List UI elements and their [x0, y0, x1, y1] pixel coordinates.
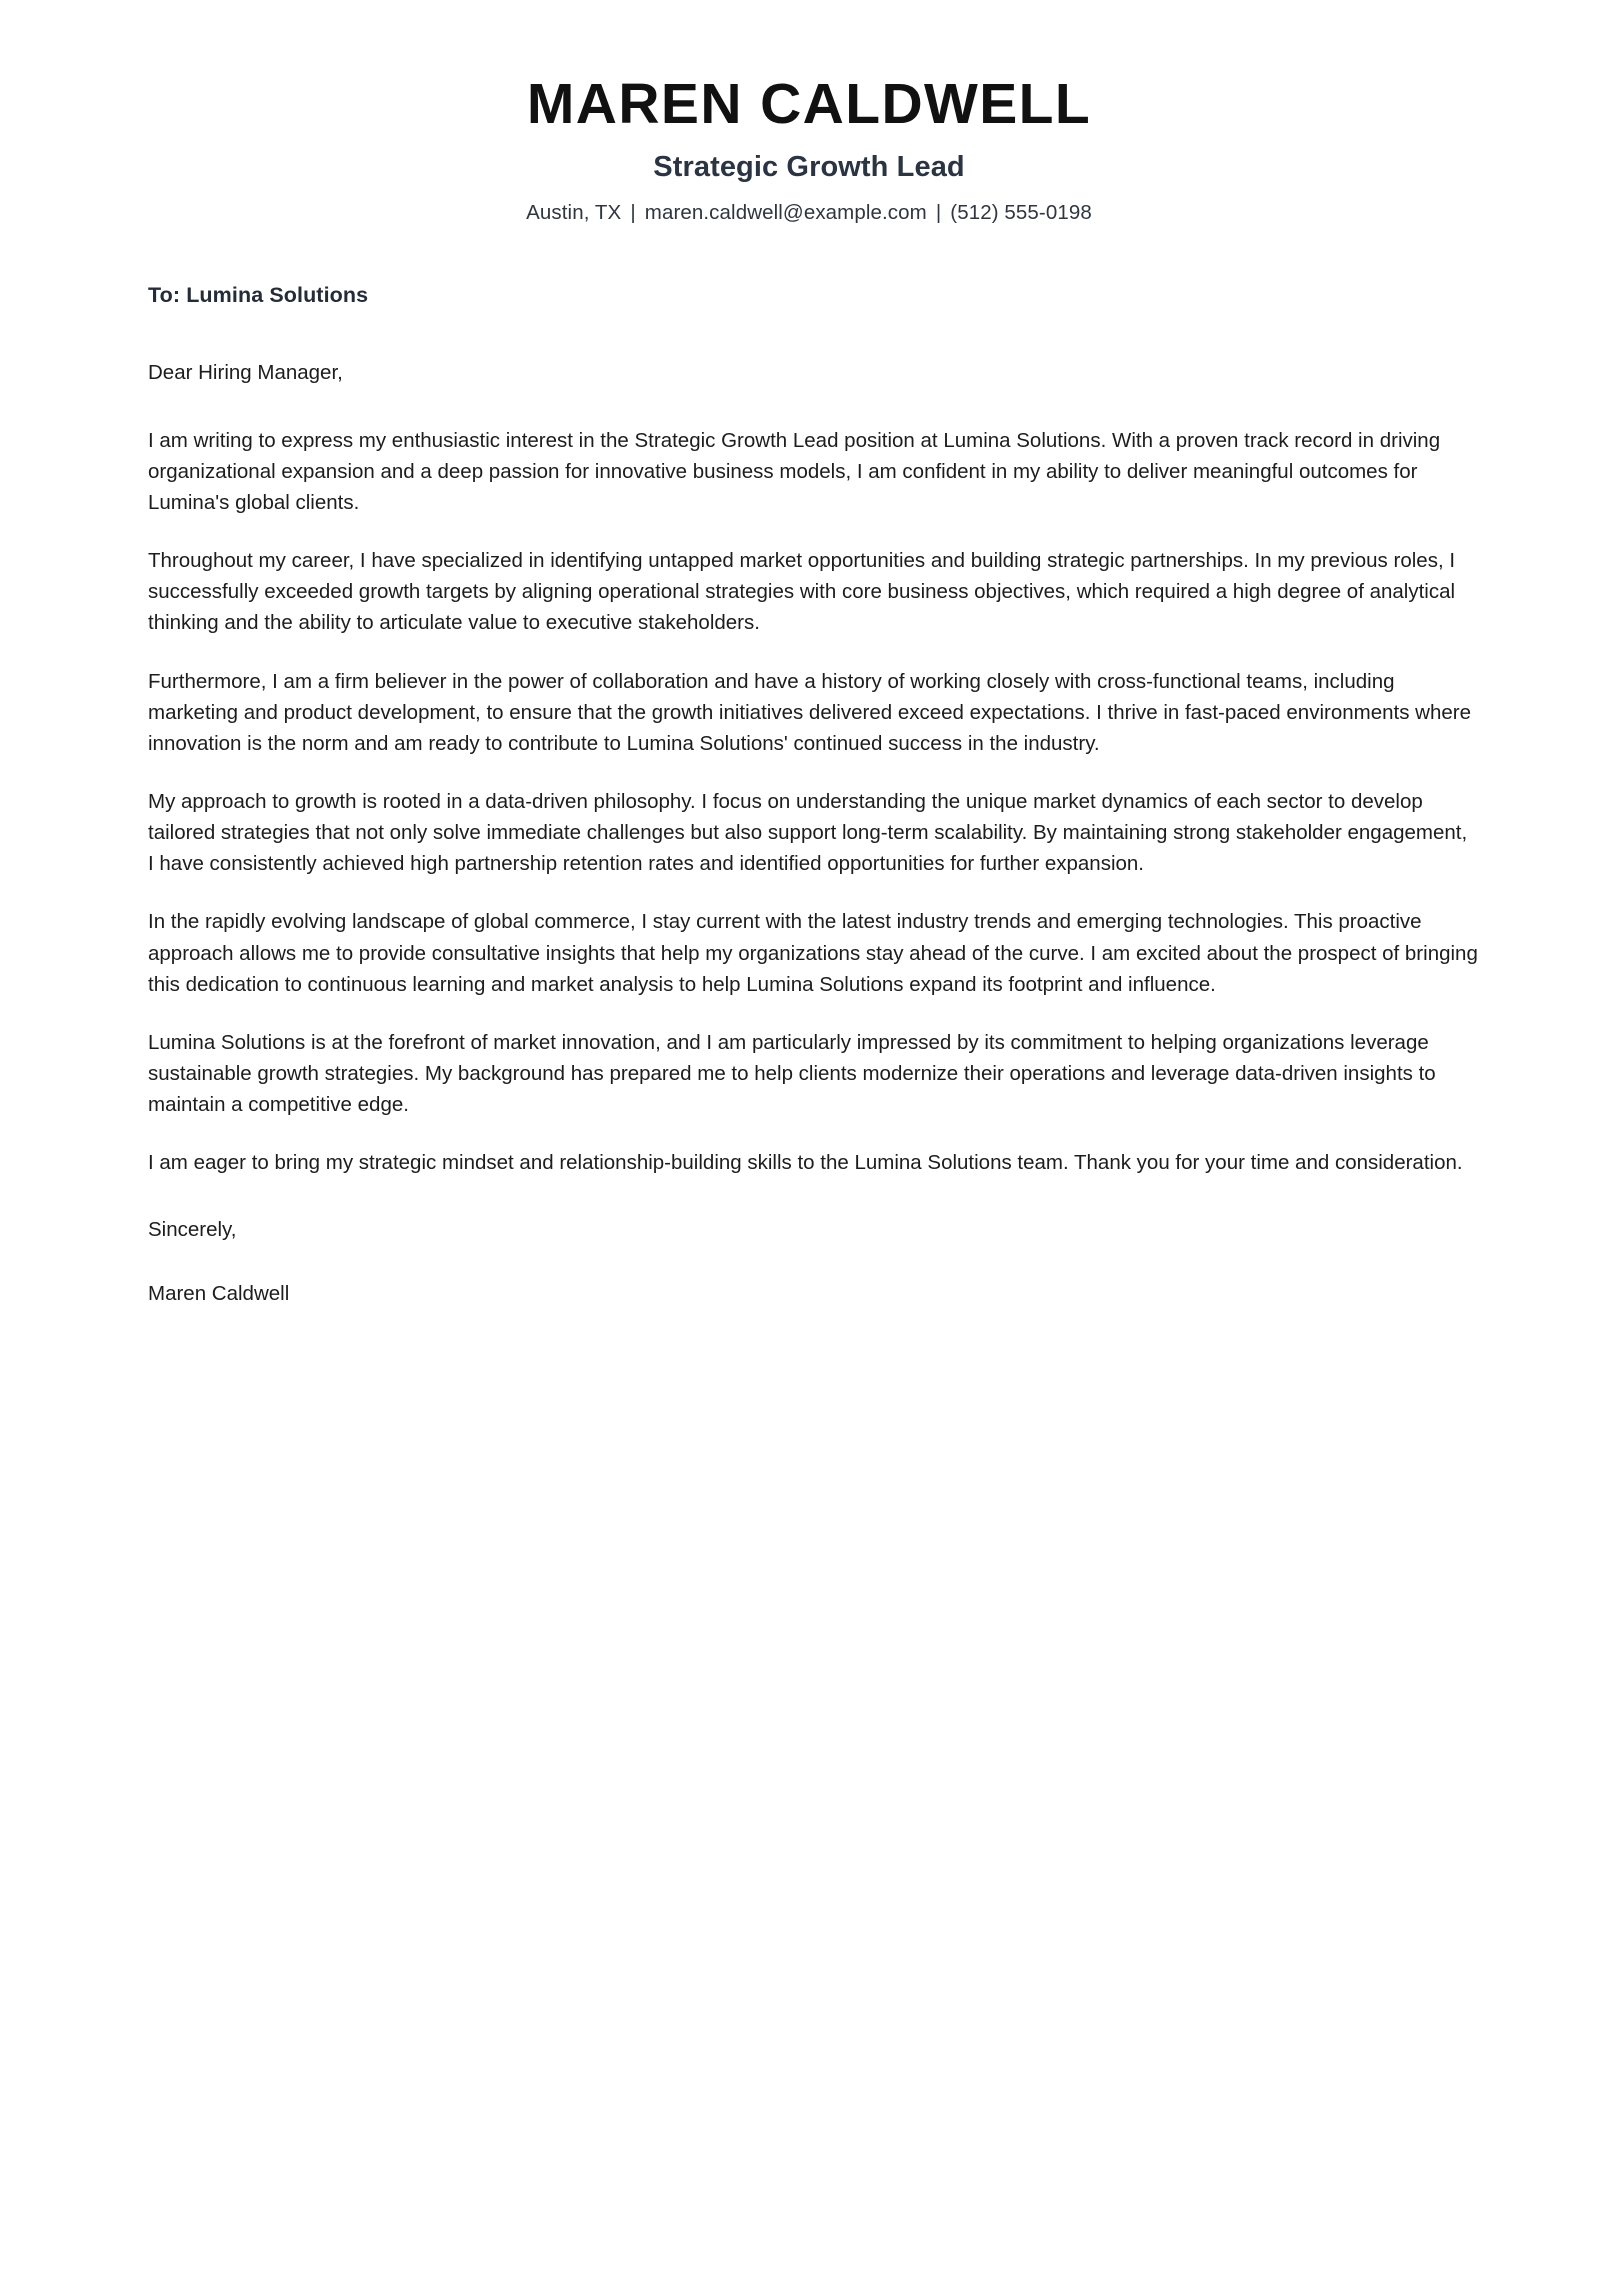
recipient-line: To: Lumina Solutions	[148, 282, 369, 307]
letter-paragraph: Furthermore, I am a firm believer in the power of collaboration and have a history of working closely with cross-functional teams, including marketing and product development, to ensure that the growth initiatives delivered exceed expectations. I thrive in fast-paced environments where innovation is the norm and am ready to contribute to Lumina Solutions' continued success in the industry.	[148, 669, 1471, 755]
letter-paragraph: Lumina Solutions is at the forefront of market innovation, and I am particularly impressed by its commitment to helping organizations leverage sustainable growth strategies. My background has prepared me to help clients modernize their operations and leverage data-driven insights to maintain a competitive edge.	[148, 1030, 1436, 1117]
job-title: Strategic Growth Lead	[653, 151, 965, 184]
contact-separator-2: |	[935, 201, 942, 225]
letter-paragraph: I am writing to express my enthusiastic interest in the Strategic Growth Lead position at Lumina Solutions. With a proven track record in driving organizational expansion and a deep passion for innovative business models, I am confident in my ability to deliver meaningful outcomes for Lumina's global clients.	[148, 428, 1441, 514]
letter-body	[72, 227, 1546, 1310]
letter-paragraph: I am eager to bring my strategic mindset and relationship-building skills to the Lumina Solutions team. Thank you for your time and consideration.	[148, 1151, 1463, 1175]
closing-line: Sincerely,	[148, 1217, 237, 1241]
contact-line	[0, 200, 1618, 227]
page-title: MAREN CALDWELL	[526, 72, 1092, 136]
letter-paragraph: In the rapidly evolving landscape of global commerce, I stay current with the latest industry trends and emerging technologies. This proactive approach allows me to provide consultative insights that help my organizations stay ahead of the curve. I am excited about the prospect of bringing this dedication to continuous learning and market analysis to help Lumina Solutions expand its footprint and influence.	[148, 910, 1478, 996]
letter-paragraph: My approach to growth is rooted in a data-driven philosophy. I focus on understanding the unique market dynamics of each sector to develop tailored strategies that not only solve immediate challenges but also support long-term scalability. By maintaining strong stakeholder engagement, I have consistently achieved high partnership retention rates and identified opportunities for further expansion.	[148, 790, 1468, 876]
contact-location: Austin, TX	[526, 201, 622, 225]
contact-separator-1: |	[630, 201, 636, 225]
contact-phone[interactable]: (512) 555-0198	[950, 201, 1092, 225]
letter-header	[0, 0, 1618, 227]
signature-name: Maren Caldwell	[148, 1282, 290, 1306]
contact-email[interactable]: maren.caldwell@example.com	[644, 201, 927, 225]
salutation: Dear Hiring Manager,	[148, 360, 343, 384]
letter-paragraph: Throughout my career, I have specialized in identifying untapped market opportunities and building strategic partnerships. In my previous roles, I successfully exceeded growth targets by aligning operational strategies with core business objectives, which required a high degree of analytical thinking and the ability to articulate value to executive stakeholders.	[148, 549, 1456, 635]
